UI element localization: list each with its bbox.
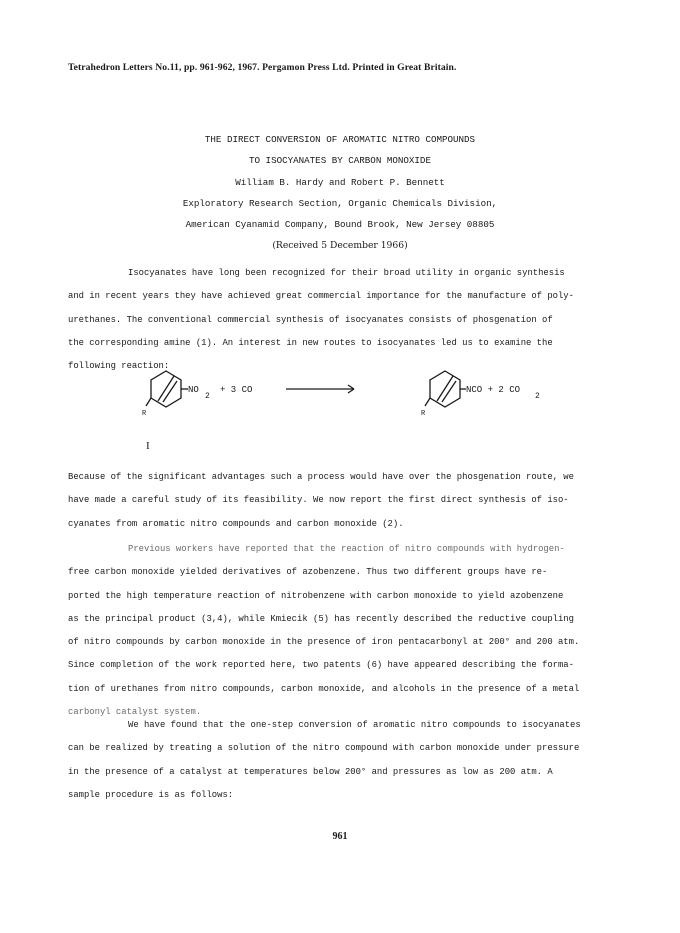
product-benzene-ring bbox=[425, 371, 466, 407]
paragraph-line: sample procedure is as follows: bbox=[68, 789, 234, 800]
product-isocyanate-group: NCO + 2 CO bbox=[466, 385, 521, 395]
paragraph-advantages bbox=[68, 466, 628, 536]
paragraph-line: free carbon monoxide yielded derivatives of azobenzene. Thus two different groups have re- bbox=[68, 567, 548, 578]
received-date: (Received 5 December 1966) bbox=[272, 240, 408, 252]
journal-citation-header: Tetrahedron Letters No.11, pp. 961-962, 1967. Pergamon Press Ltd. Printed in Great Britain. bbox=[68, 62, 457, 73]
paragraph-line: Because of the significant advantages such a process would have over the phosgenation route, we bbox=[68, 472, 574, 482]
paragraph-intro bbox=[68, 262, 628, 378]
reactant-benzene-ring bbox=[146, 371, 188, 407]
article-title-line-1: THE DIRECT CONVERSION OF AROMATIC NITRO COMPOUNDS bbox=[204, 134, 476, 145]
paragraph-line: of nitro compounds by carbon monoxide in the presence of iron pentacarbonyl at 200° and 200 atm. bbox=[68, 637, 580, 648]
paragraph-line: Since completion of the work reported here, two patents (6) have appeared describing the forma- bbox=[68, 660, 574, 671]
paragraph-line: Isocyanates have long been recognized for their broad utility in organic synthesis bbox=[128, 268, 565, 278]
reaction-arrow bbox=[286, 385, 354, 393]
article-title-line-2: TO ISOCYANATES BY CARBON MONOXIDE bbox=[249, 155, 431, 167]
paragraph-findings bbox=[68, 714, 628, 807]
reagent-carbon-monoxide: + 3 CO bbox=[220, 385, 253, 395]
paragraph-line: following reaction: bbox=[68, 361, 170, 372]
reactant-nitro-subscript: 2 bbox=[205, 392, 210, 401]
paragraph-line: urethanes. The conventional commercial synthesis of isocyanates consists of phosgenation of bbox=[68, 314, 553, 325]
paragraph-line: have made a careful study of its feasibility. We now report the first direct synthesis of iso- bbox=[68, 495, 569, 506]
paragraph-line: carbonyl catalyst system. bbox=[68, 707, 202, 718]
author-names: William B. Hardy and Robert P. Bennett bbox=[235, 176, 445, 188]
paragraph-line: as the principal product (3,4), while Kmiecik (5) has recently described the reductive coupling bbox=[68, 613, 574, 624]
reaction-scheme bbox=[0, 365, 680, 445]
paragraph-line: and in recent years they have achieved great commercial importance for the manufacture of poly- bbox=[68, 291, 574, 302]
reactant-nitro-group: NO bbox=[188, 385, 199, 395]
affiliation-line-2: American Cyanamid Company, Bound Brook, New Jersey 08805 bbox=[185, 219, 495, 231]
paragraph-line: ported the high temperature reaction of nitrobenzene with carbon monoxide to yield azobenzene bbox=[68, 590, 564, 601]
paragraph-line: can be realized by treating a solution of the nitro compound with carbon monoxide under pressure bbox=[68, 743, 580, 754]
paragraph-line: We have found that the one-step conversion of aromatic nitro compounds to isocyanates bbox=[128, 720, 581, 730]
page-number: 961 bbox=[332, 831, 348, 842]
compound-label: I bbox=[146, 440, 150, 452]
affiliation-line-1: Exploratory Research Section, Organic Chemicals Division, bbox=[182, 197, 498, 209]
paragraph-line: Previous workers have reported that the reaction of nitro compounds with hydrogen- bbox=[128, 544, 565, 554]
product-co2-subscript: 2 bbox=[535, 392, 540, 401]
reactant-substituent-r: R bbox=[142, 410, 147, 418]
paragraph-line: in the presence of a catalyst at temperatures below 200° and pressures as low as 200 atm. A bbox=[68, 766, 553, 777]
paragraph-previous-work bbox=[68, 538, 628, 724]
paragraph-line: the corresponding amine (1). An interest in new routes to isocyanates led us to examine the bbox=[68, 337, 553, 348]
paragraph-line: cyanates from aromatic nitro compounds and carbon monoxide (2). bbox=[68, 518, 404, 529]
paragraph-line: tion of urethanes from nitro compounds, carbon monoxide, and alcohols in the presence of a metal bbox=[68, 683, 580, 694]
article-title-block bbox=[0, 129, 680, 257]
product-substituent-r: R bbox=[421, 410, 426, 418]
